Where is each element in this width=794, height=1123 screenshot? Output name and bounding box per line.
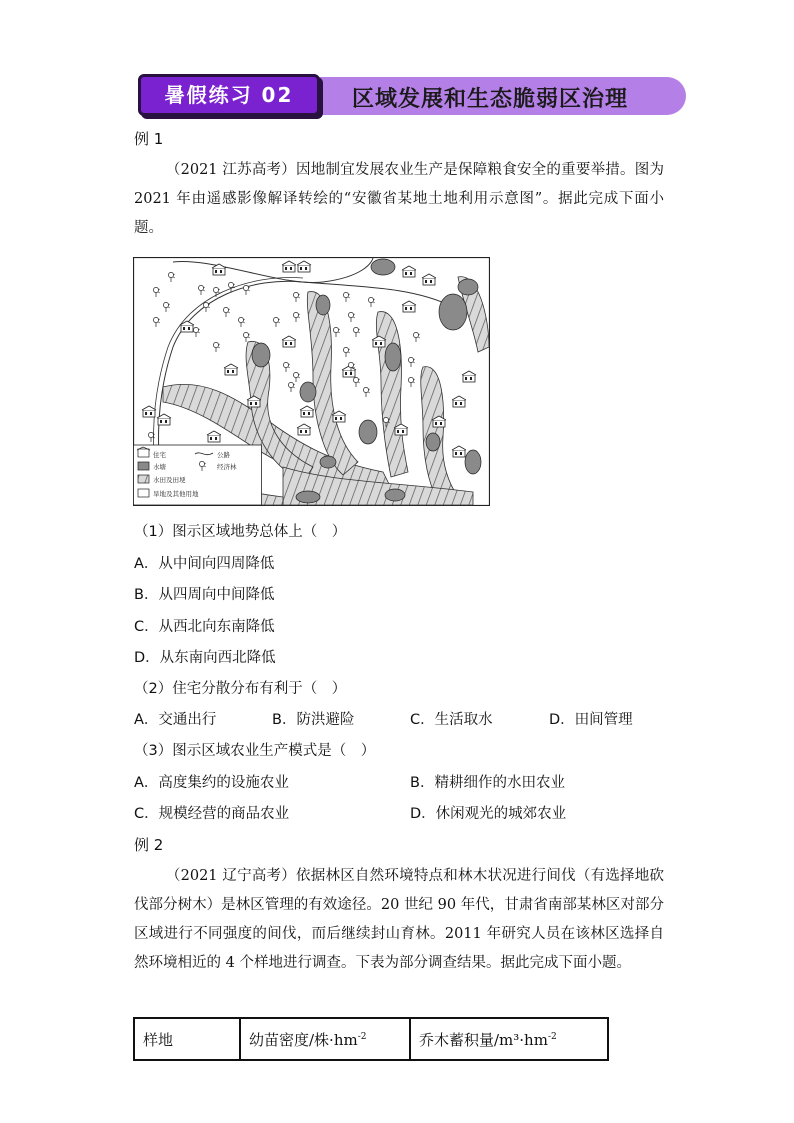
example1-label: 例 1 — [134, 130, 164, 148]
example2-label: 例 2 — [134, 836, 164, 854]
q1-option-b[interactable]: B．从四周向中间降低 — [134, 587, 275, 603]
exercise-tag: 暑假练习 02 — [138, 74, 320, 116]
q3-option-a[interactable]: A．高度集约的设施农业 — [134, 775, 289, 791]
table-header-cell: 样地 — [134, 1018, 240, 1060]
legend-dryland: 旱地及其他用地 — [153, 490, 199, 498]
q3-option-b[interactable]: B．精耕细作的水田农业 — [410, 775, 565, 791]
header-banner — [138, 74, 686, 116]
legend-economic-forest: 经济林 — [217, 463, 237, 471]
q3-stem: （3）图示区域农业生产模式是（ ） — [134, 743, 376, 759]
q1-option-d[interactable]: D．从东南向西北降低 — [134, 650, 276, 666]
q2-stem: （2）住宅分散分布有利于（ ） — [134, 681, 347, 697]
legend-pond: 水塘 — [153, 463, 166, 471]
q2-option-c[interactable]: C．生活取水 — [410, 712, 493, 728]
q1-stem: （1）图示区域地势总体上（ ） — [134, 524, 347, 540]
map-legend — [134, 445, 262, 505]
legend-road: 公路 — [217, 451, 230, 459]
q3-option-d[interactable]: D．休闲观光的城郊农业 — [410, 806, 567, 822]
survey-table — [133, 1017, 609, 1061]
example2-intro: （2021 辽宁高考）依据林区自然环境特点和林木状况进行间伐（有选择地砍伐部分树木）是林区管理的有效途径。20 世纪 90 年代，甘肃省南部某林区对部分区域进行不同强度的间伐，而后继续封山育林。2011 年研究人员在该林区选择自然环境相近的 4 个样地进行调查。下表为部分调查结果。据此完成下面小题。 — [134, 868, 664, 971]
table-header-cell: 幼苗密度/株$\cdot hm^{-2}$ — [240, 1018, 410, 1060]
q1-option-a[interactable]: A．从中间向四周降低 — [134, 556, 275, 572]
q2-option-d[interactable]: D．田间管理 — [549, 712, 633, 728]
table-header-row — [134, 1018, 608, 1060]
legend-paddy: 水田及田埂 — [153, 476, 186, 484]
land-use-map — [133, 257, 490, 506]
example1-intro: （2021 江苏高考）因地制宜发展农业生产是保障粮食安全的重要举措。图为 2021 年由遥感影像解译转绘的“安徽省某地土地利用示意图”。据此完成下面小题。 — [134, 162, 664, 236]
legend-residence: 住宅 — [153, 451, 166, 459]
page-title: 区域发展和生态脆弱区治理 — [352, 87, 629, 112]
q3-option-c[interactable]: C．规模经营的商品农业 — [134, 806, 290, 822]
q2-option-b[interactable]: B．防洪避险 — [272, 712, 355, 728]
table-header-cell: 乔木蓄积量$/m^3\cdot hm^{-2}$ — [410, 1018, 608, 1060]
q1-option-c[interactable]: C．从西北向东南降低 — [134, 619, 275, 635]
q2-option-a[interactable]: A．交通出行 — [134, 712, 217, 728]
